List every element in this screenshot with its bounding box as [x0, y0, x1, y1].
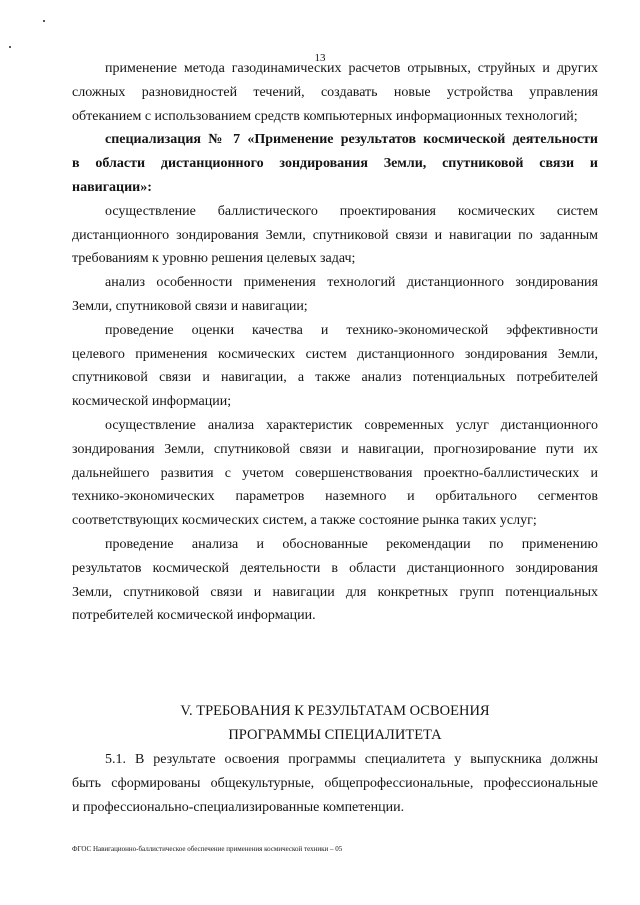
- text-line: и профессионально-специализированные компетенции.: [72, 799, 405, 815]
- text-line: результатов космической деятельности в области дистанционного зондирования: [72, 560, 598, 576]
- text-line: осуществление баллистического проектирования космических систем: [105, 203, 598, 219]
- text-line: Земли, спутниковой связи и навигации;: [72, 298, 308, 314]
- scan-speck: [43, 20, 45, 22]
- text-line: технико-экономических параметров наземного и орбитального сегментов: [72, 489, 598, 505]
- text-line: целевого применения космических систем дистанционного зондирования Земли,: [72, 346, 598, 362]
- text-line: анализ особенности применения технологий дистанционного зондирования: [105, 275, 598, 291]
- specialization-heading: навигации»:: [72, 179, 152, 195]
- text-line: сложных разновидностей течений, создавать новые устройства управления: [72, 84, 598, 100]
- text-line: проведение оценки качества и технико-экономической эффективности: [105, 322, 598, 338]
- text-line: 5.1. В результате освоения программы специалитета у выпускника должны: [105, 752, 598, 767]
- competencies-list: [72, 57, 598, 628]
- section-title: ПРОГРАММЫ СПЕЦИАЛИТЕТА: [228, 726, 442, 743]
- text-line: осуществление анализа характеристик современных услуг дистанционного: [105, 417, 598, 433]
- text-line: дальнейшего развития с учетом совершенствования проектно-баллистических и: [72, 465, 598, 481]
- text-line: дистанционного зондирования Земли, спутниковой связи и навигации по заданным: [72, 227, 598, 243]
- page-number: 13: [314, 52, 326, 64]
- scan-speck: [9, 46, 11, 48]
- text-line: быть сформированы общекультурные, общепрофессиональные, профессиональные: [72, 775, 598, 791]
- text-line: обтеканием с использованием средств компьютерных информационных технологий;: [72, 108, 578, 124]
- text-line: зондирования Земли, спутниковой связи и навигации, прогнозирование пути их: [72, 441, 598, 457]
- text-line: Земли, спутниковой связи и навигации для конкретных групп потенциальных: [72, 584, 598, 600]
- text-line: спутниковой связи и навигации, а также анализ потенциальных потребителей: [72, 370, 598, 386]
- page-footer: ФГОС Навигационно-баллистическое обеспечение применения космической техники – 05: [72, 845, 343, 853]
- text-line: потребителей космической информации.: [72, 608, 316, 624]
- specialization-heading: специализация № 7 «Применение результатов космической деятельности: [105, 132, 598, 148]
- text-line: требованиям к уровню решения целевых задач;: [72, 251, 356, 267]
- text-line: применение метода газодинамических расчетов отрывных, струйных и других: [105, 61, 598, 76]
- section-paragraph: [72, 748, 598, 819]
- text-line: проведение анализа и обоснованные рекомендации по применению: [105, 536, 598, 552]
- specialization-heading: в области дистанционного зондирования Земли, спутниковой связи и: [72, 156, 598, 172]
- text-line: соответствующих космических систем, а также состояние рынка таких услуг;: [72, 513, 537, 529]
- section-title: V. ТРЕБОВАНИЯ К РЕЗУЛЬТАТАМ ОСВОЕНИЯ: [180, 703, 490, 719]
- section-heading: [72, 700, 598, 748]
- text-line: космической информации;: [72, 394, 232, 410]
